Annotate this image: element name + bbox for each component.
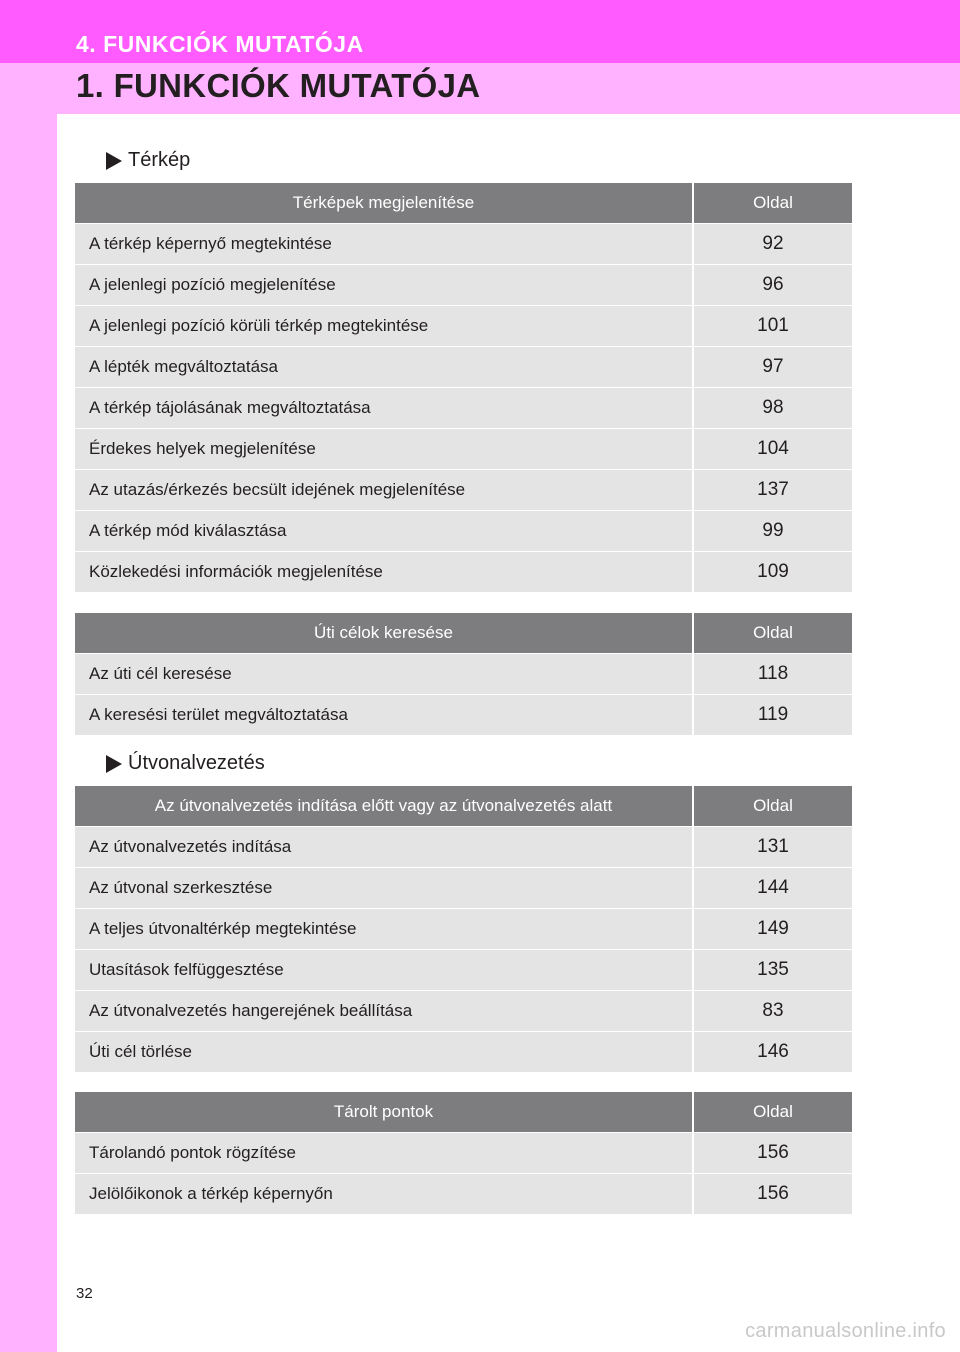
page-cell: 156 [694,1173,852,1214]
subheading-label: Térkép [128,149,191,171]
table-row [75,469,852,510]
table-row [75,949,852,990]
feature-cell: A keresési terület megváltoztatása [75,694,694,735]
table-row [75,1173,852,1214]
table-header-page: Oldal [694,613,852,653]
page-cell: 146 [694,1031,852,1072]
table-row [75,551,852,592]
table-header-feature: Az útvonalvezetés indítása előtt vagy az útvonalvezetés alatt [75,786,694,826]
page-side-band [0,0,57,1352]
table-row [75,867,852,908]
feature-table-destination-search [75,613,852,735]
feature-cell: A jelenlegi pozíció megjelenítése [75,264,694,305]
page-cell: 144 [694,867,852,908]
triangle-right-icon [106,152,122,170]
table-row [75,653,852,694]
feature-cell: Közlekedési információk megjelenítése [75,551,694,592]
feature-cell: Az úti cél keresése [75,653,694,694]
table-row [75,990,852,1031]
table-row [75,346,852,387]
chapter-title: 4. FUNKCIÓK MUTATÓJA [76,31,364,57]
feature-cell: Az útvonalvezetés hangerejének beállítása [75,990,694,1031]
page-cell: 104 [694,428,852,469]
table-header-page: Oldal [694,183,852,223]
feature-cell: Úti cél törlése [75,1031,694,1072]
feature-cell: A teljes útvonaltérkép megtekintése [75,908,694,949]
page-cell: 109 [694,551,852,592]
page-cell: 119 [694,694,852,735]
feature-cell: Az útvonal szerkesztése [75,867,694,908]
page-cell: 83 [694,990,852,1031]
table-header-feature: Térképek megjelenítése [75,183,694,223]
subheading-utvonalvezetes [106,752,265,775]
feature-cell: A lépték megváltoztatása [75,346,694,387]
table-header-page: Oldal [694,786,852,826]
feature-cell: A jelenlegi pozíció körüli térkép megtekintése [75,305,694,346]
feature-table-route-guidance [75,786,852,1072]
page-cell: 92 [694,223,852,264]
table-row [75,1031,852,1072]
feature-cell: Érdekes helyek megjelenítése [75,428,694,469]
page-cell: 101 [694,305,852,346]
feature-cell: Az útvonalvezetés indítása [75,826,694,867]
page-cell: 156 [694,1132,852,1173]
table-header-page: Oldal [694,1092,852,1132]
page-number: 32 [76,1285,93,1302]
page-cell: 96 [694,264,852,305]
table-row [75,694,852,735]
page-cell: 135 [694,949,852,990]
feature-table-map-display [75,183,852,592]
table-row [75,305,852,346]
feature-cell: A térkép képernyő megtekintése [75,223,694,264]
feature-table-stored-points [75,1092,852,1214]
feature-cell: Az utazás/érkezés becsült idejének megjelenítése [75,469,694,510]
table-row [75,223,852,264]
feature-cell: Utasítások felfüggesztése [75,949,694,990]
feature-cell: A térkép tájolásának megváltoztatása [75,387,694,428]
page-cell: 98 [694,387,852,428]
feature-cell: Tárolandó pontok rögzítése [75,1132,694,1173]
page-cell: 97 [694,346,852,387]
page-cell: 137 [694,469,852,510]
subheading-label: Útvonalvezetés [128,752,265,774]
section-title: 1. FUNKCIÓK MUTATÓJA [76,67,481,104]
page-cell: 131 [694,826,852,867]
table-header-feature: Tárolt pontok [75,1092,694,1132]
table-row [75,264,852,305]
page-cell: 149 [694,908,852,949]
watermark: carmanualsonline.info [745,1320,946,1342]
table-header-feature: Úti célok keresése [75,613,694,653]
table-row [75,428,852,469]
table-row [75,826,852,867]
subheading-terkep [106,149,190,172]
table-row [75,1132,852,1173]
feature-cell: Jelölőikonok a térkép képernyőn [75,1173,694,1214]
page-cell: 99 [694,510,852,551]
triangle-right-icon [106,755,122,773]
table-row [75,387,852,428]
table-row [75,908,852,949]
table-row [75,510,852,551]
page-cell: 118 [694,653,852,694]
feature-cell: A térkép mód kiválasztása [75,510,694,551]
